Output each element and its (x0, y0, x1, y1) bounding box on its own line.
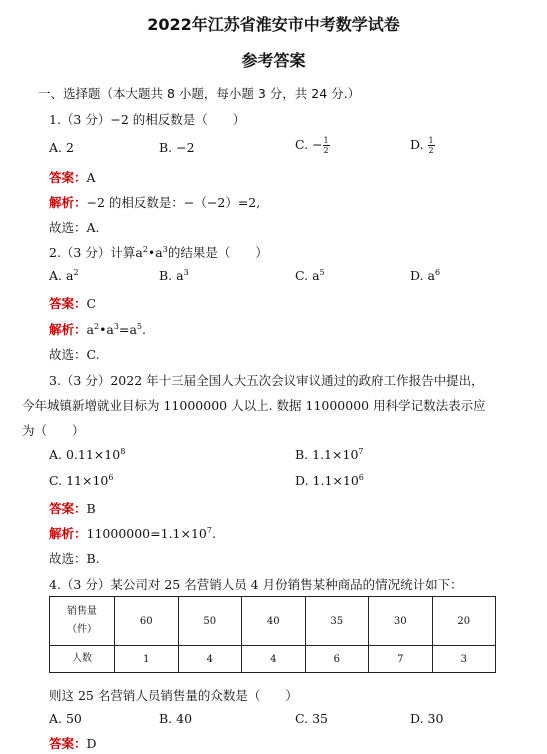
sales-cell: 50 (178, 597, 242, 646)
q2-stem: 2.（3 分）计算$a^2•a^3$的结果是（ ） (49, 245, 268, 260)
q1-answer-value: A (86, 170, 96, 185)
sales-table (49, 596, 496, 673)
q4-option-b: B. 40 (159, 711, 193, 726)
q3-stem-line3: 为（ ） (22, 423, 85, 438)
q2-option-c: C. $a^5$ (295, 268, 325, 283)
q4-option-d: D. 30 (410, 711, 444, 726)
q3-analysis: 解析：$11000000=1.1\times 10^7$. (49, 526, 216, 541)
q1-option-c-fraction: $\frac{1}{2}$ (323, 136, 329, 155)
sales-cell: 20 (432, 597, 496, 646)
q3-stem-line1: 3.（3 分）2022 年十三届全国人大五次会议审议通过的政府工作报告中提出， (49, 373, 484, 388)
q1-stem: 1.（3 分）−2 的相反数是（ ） (49, 112, 246, 127)
q2-option-d: D. $a^6$ (410, 268, 441, 283)
q1-option-d-text: D. (410, 137, 428, 152)
q1-option-c-text: C. − (295, 137, 323, 152)
paper-title: 2022年江苏省淮安市中考数学试卷 (147, 15, 400, 34)
sales-cell: 40 (242, 597, 306, 646)
q4-option-c: C. 35 (295, 711, 328, 726)
q4-option-a: A. 50 (49, 711, 82, 726)
count-row (50, 646, 496, 673)
count-cell: 6 (305, 646, 369, 673)
answer-key-heading: 参考答案 (241, 51, 306, 70)
q4-question: 则这 25 名营销人员销售量的众数是（ ） (49, 688, 298, 703)
answer-label: 答案： (49, 170, 87, 185)
sales-row (50, 597, 496, 646)
count-cell: 7 (369, 646, 433, 673)
q3-answer: 答案：B (49, 501, 96, 516)
sales-cell: 30 (369, 597, 433, 646)
q2-analysis: 解析：$a^2•a^3=a^5$. (49, 322, 146, 337)
q2-answer-value: C (86, 296, 97, 311)
q1-option-d-fraction: $\frac{1}{2}$ (428, 136, 434, 155)
sales-header-cell (50, 597, 115, 646)
q3-option-d: D. $1.1\times 10^6$ (295, 473, 364, 488)
q1-option-d (410, 136, 435, 155)
sales-cell: 35 (305, 597, 369, 646)
count-cell: 3 (432, 646, 496, 673)
q4-answer-value: D (86, 736, 97, 751)
q3-option-a: A. $0.11\times 10^8$ (49, 447, 126, 462)
q4-stem: 4.（3 分）某公司对 25 名营销人员 4 月份销售某种商品的情况统计如下： (49, 577, 463, 592)
sales-cell: 60 (115, 597, 179, 646)
q1-conclusion: 故选：A. (49, 220, 100, 235)
q3-option-b: B. $1.1\times 10^7$ (295, 447, 364, 462)
q1-answer (49, 168, 96, 186)
count-cell: 4 (242, 646, 306, 673)
sales-header-line2: （件） (67, 624, 97, 635)
q2-answer: 答案：C (49, 296, 97, 311)
section-heading: 一、选择题（本大题共 8 小题，每小题 3 分，共 24 分.） (38, 86, 361, 101)
count-cell: 1 (115, 646, 179, 673)
q1-option-c (295, 136, 330, 155)
q3-stem-line2: 今年城镇新增就业目标为 11000000 人以上. 数据 11000000 用科学记数法表示应 (22, 398, 486, 413)
q1-analysis (49, 193, 260, 211)
sales-header-line1: 销售量 (67, 606, 97, 617)
q4-answer: 答案：D (49, 736, 97, 751)
q3-answer-value: B (86, 501, 96, 516)
q1-option-a: A. 2 (49, 140, 74, 155)
count-cell: 4 (178, 646, 242, 673)
q1-option-b: B. −2 (159, 140, 195, 155)
q1-analysis-text: −2 的相反数是：−（−2）=2, (86, 195, 261, 210)
analysis-label: 解析： (49, 195, 87, 210)
q2-conclusion: 故选：C. (49, 347, 100, 362)
count-header-cell: 人数 (50, 646, 115, 673)
q3-conclusion: 故选：B. (49, 551, 100, 566)
q2-option-b: B. $a^3$ (159, 268, 189, 283)
q2-option-a: A. $a^2$ (49, 268, 79, 283)
q3-option-c: C. $11\times 10^6$ (49, 473, 114, 488)
